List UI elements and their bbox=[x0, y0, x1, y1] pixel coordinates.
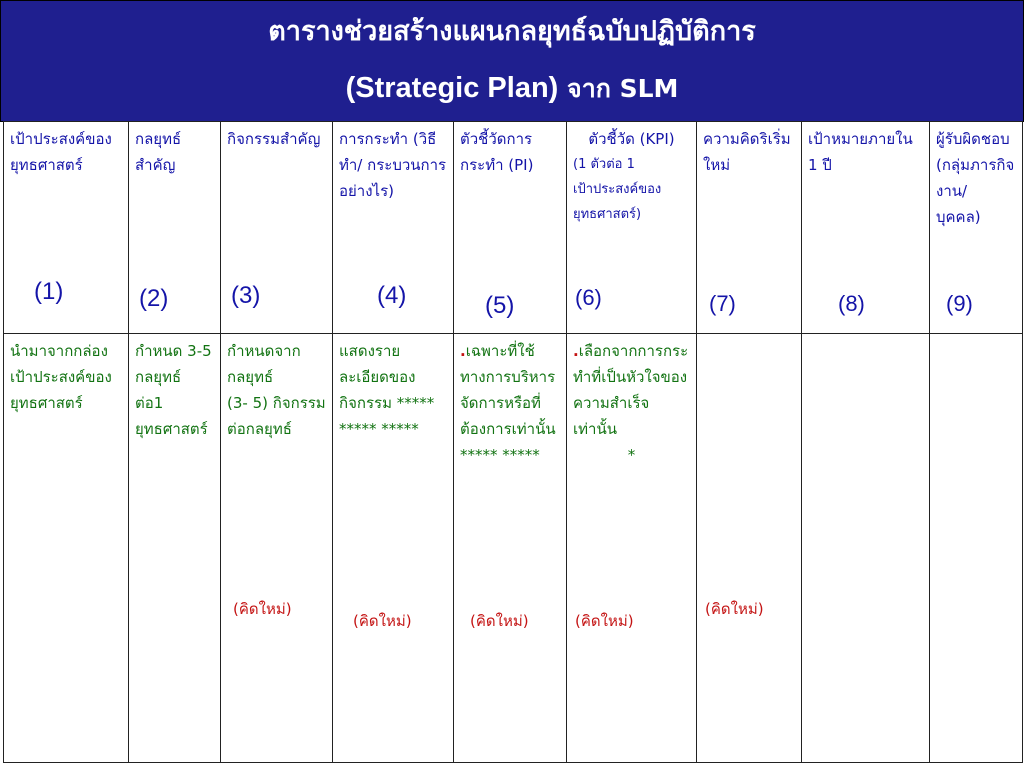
header-initiative: ความคิดริเริ่มใหม่ bbox=[703, 130, 791, 174]
header-kpi: ตัวชี้วัด (KPI) bbox=[588, 130, 675, 148]
title-paren-open: ( bbox=[345, 72, 356, 104]
header-row bbox=[4, 122, 1023, 334]
column-number-3: (3) bbox=[231, 282, 261, 309]
kpi-instruction: .เลือกจากการกระทำที่เป็นหัวใจของความสำเร็จเท่านั้น bbox=[573, 342, 689, 438]
header-pi: ตัวชี้วัดการ กระทำ (PI) bbox=[460, 130, 534, 174]
title-suffix: จาก SLM bbox=[558, 74, 679, 103]
content-cell-7 bbox=[697, 334, 802, 763]
content-cell-9 bbox=[930, 334, 1023, 763]
kpi-star: * bbox=[627, 446, 636, 464]
title-banner bbox=[0, 0, 1024, 122]
column-number-8: (8) bbox=[838, 291, 865, 316]
column-number-6: (6) bbox=[575, 285, 602, 310]
new-idea-label-4: (คิดใหม่) bbox=[353, 612, 412, 630]
content-row bbox=[4, 334, 1023, 763]
new-idea-label-3: (คิดใหม่) bbox=[233, 600, 292, 618]
bullet-dot: . bbox=[573, 342, 579, 360]
new-idea-label-6: (คิดใหม่) bbox=[575, 612, 634, 630]
header-goal: เป้าประสงค์ของยุทธศาสตร์ bbox=[10, 130, 112, 174]
header-strategy: กลยุทธ์สำคัญ bbox=[135, 130, 182, 174]
content-cell-1 bbox=[4, 334, 129, 763]
header-target: เป้าหมายภายใน 1 ปี bbox=[808, 130, 913, 174]
activity-count-instruction: (3- 5) กิจกรรมต่อกลยุทธ์ bbox=[227, 394, 326, 438]
bullet-dot: . bbox=[460, 342, 466, 360]
content-cell-6 bbox=[567, 334, 697, 763]
title-line-1: ตารางช่วยสร้างแผนกลยุทธ์ฉบับปฏิบัติการ bbox=[268, 16, 756, 47]
content-cell-8 bbox=[802, 334, 930, 763]
title-line-2 bbox=[1, 69, 1023, 109]
activity-instruction: กำหนดจาก กลยุทธ์ bbox=[227, 342, 301, 386]
header-action: การกระทำ (วิธีทำ/ กระบวนการอย่างไร) bbox=[339, 130, 447, 200]
content-cell-2 bbox=[129, 334, 221, 763]
pi-instruction: .เฉพาะที่ใช้ทางการบริหารจัดการหรือที่ต้องการเท่านั้น ***** ***** bbox=[460, 342, 556, 464]
header-kpi-note: (1 ตัวต่อ 1 เป้าประสงค์ของยุทธศาสตร์) bbox=[573, 157, 662, 222]
header-cell-7 bbox=[697, 122, 802, 334]
column-number-7: (7) bbox=[709, 291, 736, 316]
header-cell-5 bbox=[454, 122, 567, 334]
strategic-plan-table bbox=[3, 121, 1023, 763]
title-english: Strategic Plan bbox=[355, 72, 549, 104]
column-number-4: (4) bbox=[377, 282, 407, 309]
title-paren-close: ) bbox=[548, 72, 559, 104]
column-number-2: (2) bbox=[139, 285, 169, 312]
header-cell-2 bbox=[129, 122, 221, 334]
column-number-9: (9) bbox=[946, 291, 973, 316]
header-cell-1 bbox=[4, 122, 129, 334]
goal-instruction: นำมาจากกล่องเป้าประสงค์ของยุทธศาสตร์ bbox=[10, 342, 112, 412]
header-cell-9 bbox=[930, 122, 1023, 334]
content-cell-5 bbox=[454, 334, 567, 763]
content-cell-4 bbox=[333, 334, 454, 763]
action-instruction: แสดงรายละเอียดของกิจกรรม ***** ***** ***** bbox=[339, 342, 435, 438]
header-cell-3 bbox=[221, 122, 333, 334]
strategy-instruction: กำหนด 3-5 กลยุทธ์ ต่อ1 ยุทธศาสตร์ bbox=[135, 342, 212, 438]
column-number-1: (1) bbox=[34, 278, 64, 305]
header-cell-6 bbox=[567, 122, 697, 334]
header-owner: ผู้รับผิดชอบ (กลุ่มภารกิจงาน/ บุคคล) bbox=[936, 130, 1015, 226]
column-number-5: (5) bbox=[485, 292, 515, 319]
header-activity: กิจกรรมสำคัญ bbox=[227, 130, 321, 148]
new-idea-label-7: (คิดใหม่) bbox=[705, 600, 764, 618]
header-cell-4 bbox=[333, 122, 454, 334]
header-cell-8 bbox=[802, 122, 930, 334]
new-idea-label-5: (คิดใหม่) bbox=[470, 612, 529, 630]
content-cell-3 bbox=[221, 334, 333, 763]
